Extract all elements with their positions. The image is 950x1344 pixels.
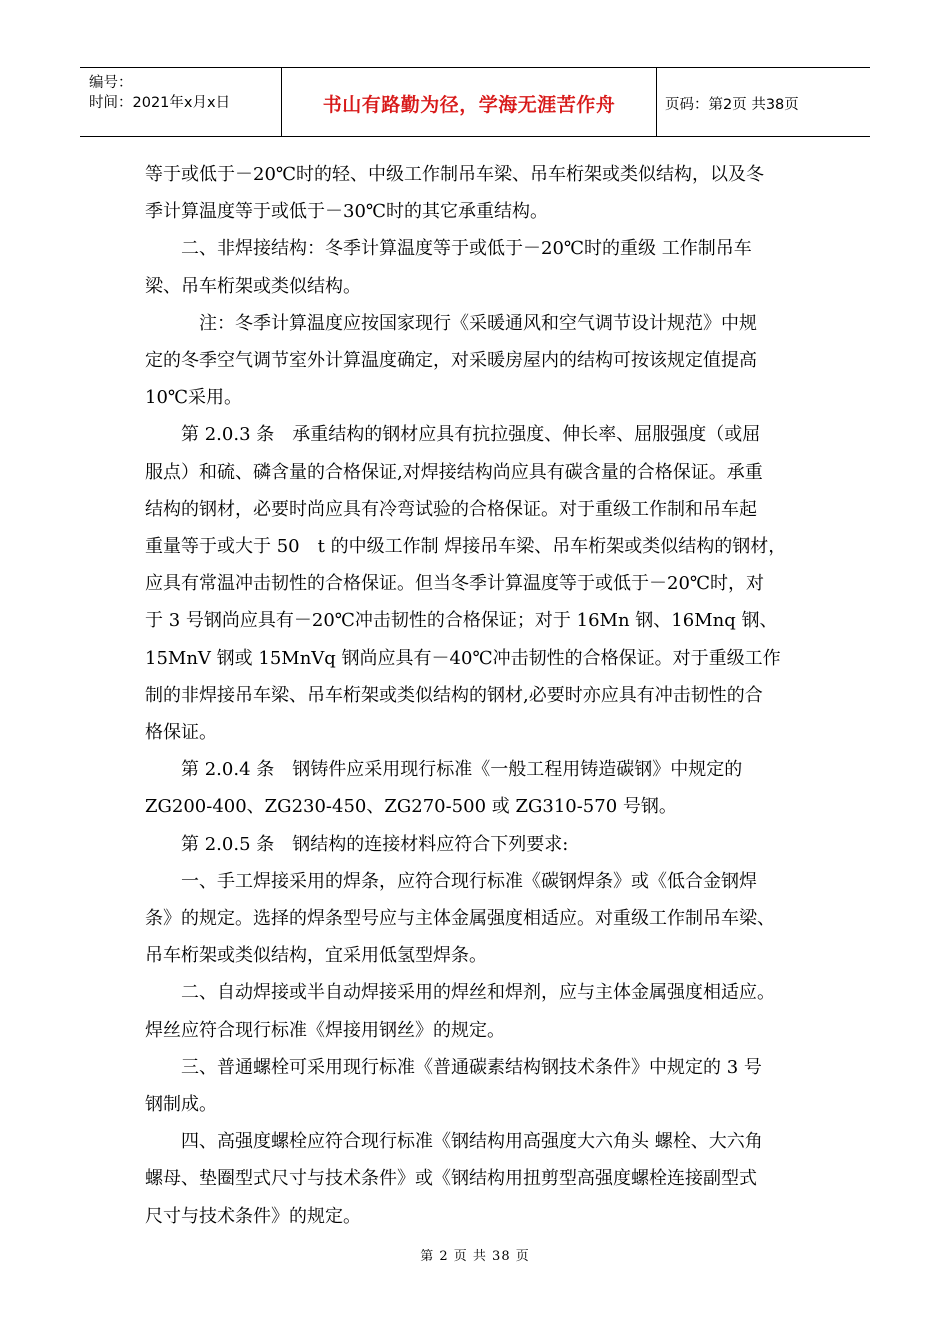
document-number-label: 编号： bbox=[89, 75, 133, 91]
text-line: 焊丝应符合现行标准《焊接用钢丝》的规定。 bbox=[145, 1019, 505, 1041]
header-info-cell bbox=[80, 68, 282, 136]
header-page-number: 页码：第2页 共38页 bbox=[665, 97, 799, 113]
text-line: 应具有常温冲击韧性的合格保证。但当冬季计算温度等于或低于－20℃时，对 bbox=[145, 573, 765, 595]
text-line: 第 2.0.5 条 钢结构的连接材料应符合下列要求: bbox=[145, 833, 569, 855]
text-line: 制的非焊接吊车梁、吊车桁架或类似结构的钢材,必要时亦应具有冲击韧性的合 bbox=[145, 684, 763, 706]
text-line: 三、普通螺栓可采用现行标准《普通碳素结构钢技术条件》中规定的 3 号 bbox=[145, 1056, 762, 1078]
text-line: 二、自动焊接或半自动焊接采用的焊丝和焊剂，应与主体金属强度相适应。 bbox=[145, 982, 775, 1004]
text-line: 等于或低于－20℃时的轻、中级工作制吊车梁、吊车桁架或类似结构，以及冬 bbox=[145, 164, 765, 185]
text-line: 服点）和硫、磷含量的合格保证,对焊接结构尚应具有碳含量的合格保证。承重 bbox=[145, 461, 763, 483]
page-header bbox=[80, 67, 870, 137]
header-page-cell bbox=[657, 68, 870, 136]
text-line: 尺寸与技术条件》的规定。 bbox=[145, 1205, 361, 1227]
text-line: 于 3 号钢尚应具有－20℃冲击韧性的合格保证；对于 16Mn 钢、16Mnq 钢、 bbox=[145, 610, 778, 632]
text-line: 格保证。 bbox=[145, 722, 217, 744]
page-footer: 第 2 页 共 38 页 bbox=[420, 1249, 530, 1264]
text-line: 钢制成。 bbox=[145, 1094, 217, 1116]
header-motto-cell bbox=[282, 68, 657, 136]
text-line: 二、非焊接结构：冬季计算温度等于或低于－20℃时的重级 工作制吊车 bbox=[145, 238, 752, 260]
text-line: 螺母、垫圈型式尺寸与技术条件》或《钢结构用扭剪型高强度螺栓连接副型式 bbox=[145, 1168, 757, 1190]
document-time-label: 时间：2021年x月x日 bbox=[89, 95, 231, 111]
text-line: 一、手工焊接采用的焊条，应符合现行标准《碳钢焊条》或《低合金钢焊 bbox=[145, 870, 757, 892]
text-line: 四、高强度螺栓应符合现行标准《钢结构用高强度大六角头 螺栓、大六角 bbox=[145, 1131, 763, 1153]
document-body bbox=[145, 156, 805, 1235]
text-line: 结构的钢材，必要时尚应具有冷弯试验的合格保证。对于重级工作制和吊车起 bbox=[145, 498, 757, 520]
text-line: 注：冬季计算温度应按国家现行《采暖通风和空气调节设计规范》中规 bbox=[145, 312, 757, 334]
text-line: 10℃采用。 bbox=[145, 387, 243, 409]
text-line: 条》的规定。选择的焊条型号应与主体金属强度相适应。对重级工作制吊车梁、 bbox=[145, 908, 775, 930]
motto-text: 书山有路勤为径，学海无涯苦作舟 bbox=[322, 94, 616, 116]
text-line: 第 2.0.3 条 承重结构的钢材应具有抗拉强度、伸长率、屈服强度（或屈 bbox=[145, 424, 761, 446]
text-line: ZG200-400、ZG230-450、ZG270-500 或 ZG310-570 号钢。 bbox=[145, 796, 677, 818]
text-line: 重量等于或大于 50 t 的中级工作制 焊接吊车梁、吊车桁架或类似结构的钢材， bbox=[145, 536, 787, 558]
text-line: 季计算温度等于或低于－30℃时的其它承重结构。 bbox=[145, 201, 549, 223]
text-line: 吊车桁架或类似结构，宜采用低氢型焊条。 bbox=[145, 945, 487, 967]
text-line: 15MnV 钢或 15MnVq 钢尚应具有－40℃冲击韧性的合格保证。对于重级工作 bbox=[145, 647, 781, 669]
text-line: 定的冬季空气调节室外计算温度确定，对采暖房屋内的结构可按该规定值提高 bbox=[145, 350, 757, 372]
text-line: 梁、吊车桁架或类似结构。 bbox=[145, 275, 361, 297]
text-line: 第 2.0.4 条 钢铸件应采用现行标准《一般工程用铸造碳钢》中规定的 bbox=[145, 759, 743, 781]
